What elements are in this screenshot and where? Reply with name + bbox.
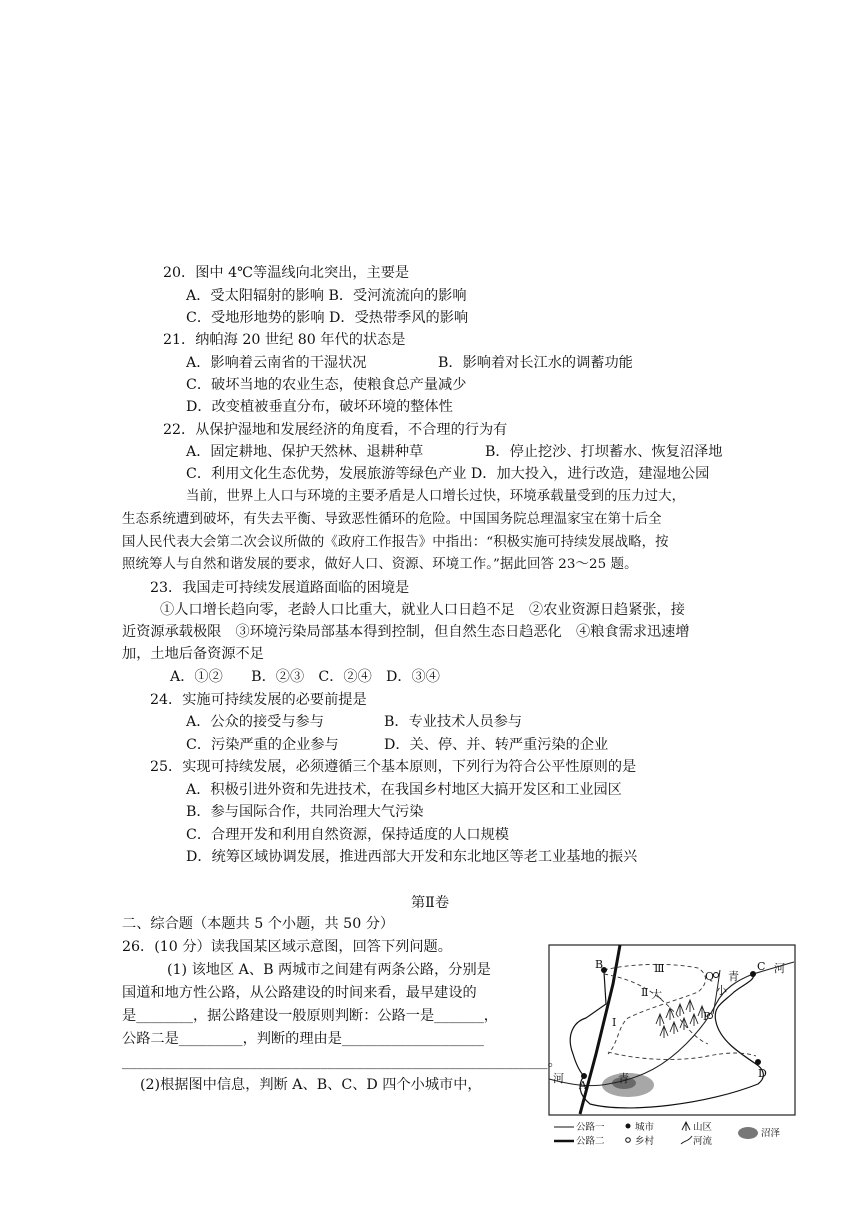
legend-road-two: 公路二 <box>576 1136 605 1147</box>
q21-option-d: D．改变植被垂直分布，破坏环境的整体性 <box>186 399 453 415</box>
legend-village: 乡村 <box>635 1136 655 1147</box>
q25-stem: 25．实现可持续发展，必须遵循三个基本原则，下列行为符合公平性原则的是 <box>150 759 637 775</box>
region-map <box>548 944 796 1151</box>
map-legend <box>554 1121 781 1147</box>
q26-stem: 26．(10 分）读我国某区域示意图，回答下列问题。 <box>122 939 452 955</box>
legend-river: 河流 <box>693 1136 713 1147</box>
legend-city-icon <box>626 1124 631 1129</box>
q21-option-c: C．破坏当地的农业生态，使粮食总产量减少 <box>186 377 467 393</box>
passage-line-2: 生态系统遭到破坏，有失去平衡、导致恶性循环的危险。中国国务院总理温家宝在第十后全 <box>122 512 662 527</box>
q22-options-cd: C．利用文化生态优势，发展旅游等绿色产业 D．加大投入，进行改造，建湿地公园 <box>186 466 710 482</box>
city-d <box>755 1059 761 1065</box>
legend-mountain-icon <box>682 1122 690 1131</box>
label-region-ii: Ⅱ <box>641 986 649 999</box>
label-he-2: 河 <box>553 1072 564 1085</box>
q23-options: A．①② B．②③ C．②④ D．③④ <box>170 669 440 685</box>
q24-stem: 24．实施可持续发展的必要前提是 <box>150 692 367 708</box>
q23-stem: 23．我国走可持续发展道路面临的困境是 <box>150 580 410 596</box>
label-d: D <box>758 1067 767 1080</box>
q26-part1-line-3: 是________，据公路建设一般原则判断：公路一是_______， <box>122 1008 498 1024</box>
part2-title: 第Ⅱ卷 <box>410 895 450 911</box>
q23-body-1: ①人口增长趋向零，老龄人口比重大，就业人口日趋不足 ②农业资源日趋紧张，接 <box>160 602 685 618</box>
q24-option-d: D．关、停、并、转严重污染的企业 <box>384 737 609 753</box>
q22-option-b: B．停止挖沙、打坝蓄水、恢复沼泽地 <box>485 444 723 460</box>
q26-part1-line-4: 公路二是_________，判断的理由是____________________ <box>122 1031 484 1047</box>
q22-stem: 22．从保护湿地和发展经济的角度看，不合理的行为有 <box>163 422 508 438</box>
legend-village-icon <box>626 1138 631 1143</box>
section-heading: 二、综合题（本题共 5 个小题，共 50 分） <box>122 916 395 932</box>
label-he-1: 河 <box>774 962 785 975</box>
q25-option-b: B．参与国际合作，共同治理大气污染 <box>186 804 424 820</box>
q25-option-d: D．统筹区域协调发展，推进西部大开发和东北地区等老工业基地的振兴 <box>186 849 638 865</box>
village-q <box>714 973 719 978</box>
mountain-range <box>656 1000 706 1038</box>
q20-options-cd: C．受地形地势的影响 D．受热带季风的影响 <box>186 310 469 326</box>
label-qing-2: 青 <box>618 1072 629 1085</box>
q24-option-a: A．公众的接受与参与 <box>186 714 324 730</box>
label-qing-1: 青 <box>728 970 739 983</box>
legend-road-one: 公路一 <box>576 1122 605 1133</box>
label-da: 大 <box>651 988 662 1001</box>
legend-city: 城市 <box>635 1122 655 1133</box>
city-c <box>750 971 756 977</box>
passage-line-4: 照统筹人与自然和谐发展的要求，做好人口、资源、环境工作。”据此回答 23～25 题。 <box>122 557 638 572</box>
q24-option-c: C．污染严重的企业参与 <box>186 737 339 753</box>
q25-option-c: C．合理开发和利用自然资源，保持适度的人口规模 <box>186 827 509 843</box>
q20-stem: 20．图中 4℃等温线向北突出，主要是 <box>163 265 410 281</box>
q21-option-b: B．影响着对长江水的调蓄功能 <box>438 355 633 371</box>
passage-line-1: 当前，世界上人口与环境的主要矛盾是人口增长过快，环境承载量受到的压力过大， <box>186 489 686 504</box>
legend-swamp: 沼泽 <box>761 1128 781 1139</box>
q23-body-3: 加，土地后备资源不足 <box>122 646 264 662</box>
label-c: C <box>757 960 766 973</box>
q21-stem: 21．纳帕海 20 世纪 80 年代的状态是 <box>163 332 406 348</box>
q26-part2-line-1: (2)根据图中信息，判断 A、B、C、D 四个小城市中， <box>140 1077 482 1093</box>
boundary-3 <box>608 1052 756 1059</box>
label-q: Q <box>705 970 715 983</box>
q23-body-2: 近资源承载极限 ③环境污染局部基本得到控制，但自然生态日趋恶化 ④粮食需求迅速增 <box>122 624 690 640</box>
label-region-iii: Ⅲ <box>654 962 665 975</box>
q21-option-a: A．影响着云南省的干湿状况 <box>186 355 367 371</box>
passage-line-3: 国人民代表大会第二次会议所做的《政府工作报告》中指出：“积极实施可持续发展战略，按 <box>122 535 669 550</box>
q24-option-b: B．专业技术人员参与 <box>384 714 523 730</box>
legend-swamp-icon <box>738 1127 758 1139</box>
label-b: B <box>595 958 604 971</box>
q22-option-a: A．固定耕地、保护天然林、退耕种草 <box>186 444 424 460</box>
boundary-2 <box>604 974 708 1044</box>
q20-options-ab: A．受太阳辐射的影响 B．受河流流向的影响 <box>186 288 467 304</box>
label-xiao: 小 <box>716 984 727 997</box>
q26-part1-line-2: 国道和地方性公路，从公路建设的时间来看，最早建设的 <box>122 985 477 1001</box>
label-p: P <box>703 1010 711 1023</box>
q26-part1-line-1: (1) 该地区 A、B 两城市之间建有两条公路，分别是 <box>167 962 491 978</box>
label-region-i: Ⅰ <box>612 1016 617 1029</box>
legend-river-icon <box>681 1136 692 1144</box>
legend-mountain: 山区 <box>693 1122 713 1133</box>
q25-option-a: A．积极引进外资和先进技术，在我国乡村地区大搞开发区和工业园区 <box>186 782 622 798</box>
label-a: A <box>579 1079 587 1092</box>
q26-part1-line-5: ____________________________________________________________。 <box>122 1054 562 1070</box>
